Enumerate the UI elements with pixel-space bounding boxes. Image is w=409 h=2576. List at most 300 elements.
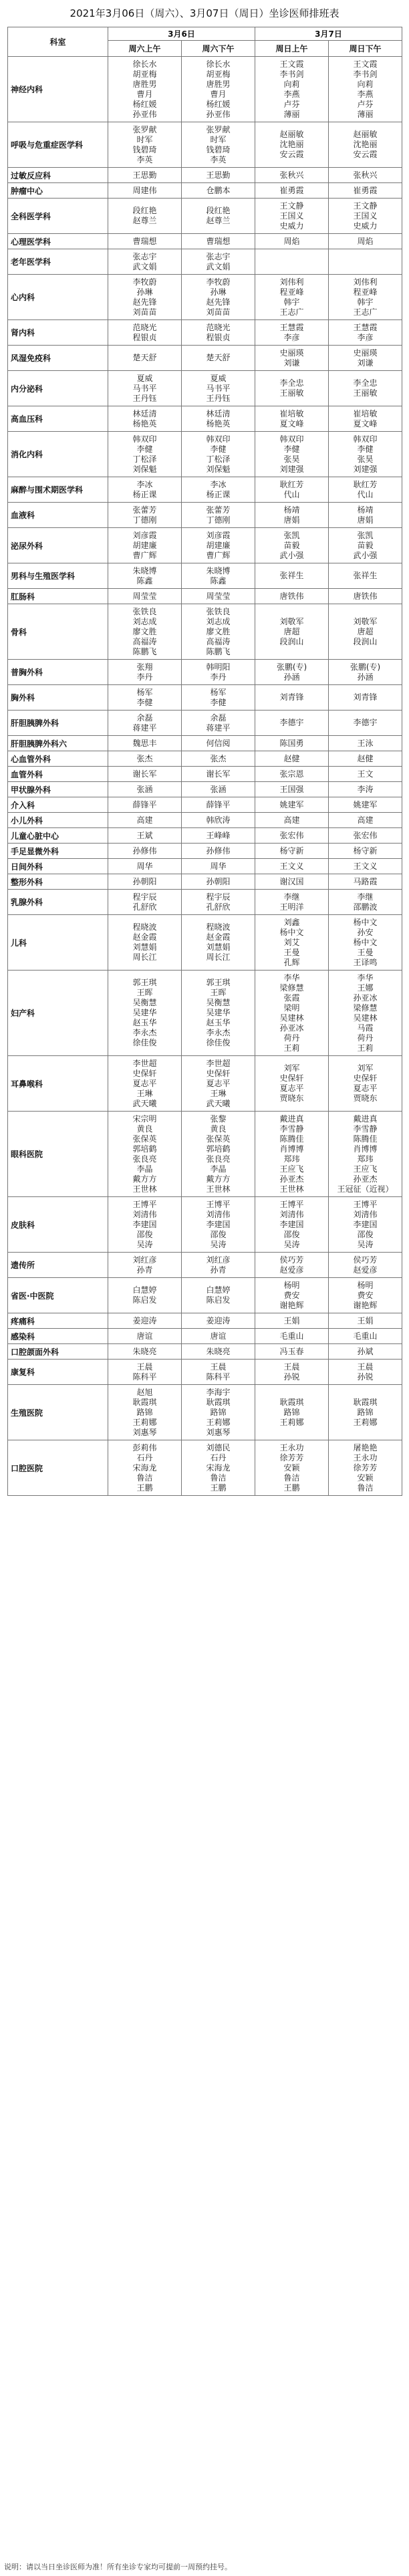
doctor-name: 陈科平 [132,1372,157,1382]
doctor-name: 王丹钰 [206,393,231,403]
doctor-name: 梁修慧 [279,983,304,993]
doctor-name: 路锦 [136,1407,153,1417]
schedule-row [8,57,402,122]
doctor-name: 王国强 [279,784,304,794]
dept-name: 胸外科 [8,685,108,711]
doctor-name: 李英 [210,154,227,164]
doctor-name: 谢汉国 [279,876,304,886]
dept-name: 儿科 [8,915,108,971]
doctor-name: 徐长水 [132,59,157,69]
doctor-name: 陈启发 [206,1295,231,1305]
doctor-cell [182,1344,255,1360]
doctor-name: 李丹 [136,672,153,682]
schedule-body [8,57,402,1496]
dept-name: 全科医学科 [8,199,108,234]
doctor-name: 王莉娜 [353,1417,378,1427]
doctor-name: 王娟 [357,1315,374,1325]
doctor-name: 唐谊 [136,1331,153,1341]
doctor-name: 孙亚冰 [279,1023,304,1033]
doctor-cell [108,660,182,685]
doctor-cell [182,1278,255,1313]
doctor-cell [108,371,182,406]
doctor-name: 李健 [210,697,227,707]
doctor-name: 杨红媛 [132,99,157,109]
schedule-row [8,1360,402,1385]
doctor-name: 邵俊 [210,1229,227,1239]
doctor-cell [108,685,182,711]
doctor-name: 鲁洁 [357,1483,374,1493]
doctor-name: 仓鹏本 [206,185,231,195]
doctor-name: 夏文峰 [353,418,378,428]
doctor-name: 武小强 [279,550,304,560]
doctor-cell [329,1385,402,1440]
doctor-name: 安颖 [283,1462,300,1472]
doctor-cell [255,346,329,371]
doctor-cell [108,183,182,199]
doctor-cell [182,371,255,406]
doctor-name: 高建 [283,815,300,825]
doctor-cell [255,1253,329,1278]
doctor-name: 王峰峰 [206,830,231,840]
schedule-row [8,406,402,432]
schedule-row [8,1112,402,1197]
doctor-name: 李健 [136,444,153,454]
doctor-name: 刘建强 [279,464,304,474]
schedule-row [8,183,402,199]
doctor-name: 王泳 [357,738,374,748]
doctor-name: 朱晓博 [132,565,157,575]
doctor-name: 张黎 [210,1114,227,1124]
doctor-name: 鲁洁 [283,1472,300,1483]
doctor-name: 王晖 [210,988,227,997]
doctor-name: 楚天舒 [132,353,157,362]
doctor-name: 范晓光 [132,322,157,332]
doctor-cell [108,168,182,183]
doctor-cell [182,503,255,528]
day2-header: 3月7日 [255,27,402,41]
doctor-name: 毛重山 [279,1331,304,1341]
doctor-name: 安颖 [357,1472,374,1483]
doctor-name: 白慧婷 [206,1285,231,1295]
doctor-name: 张罗献 [206,124,231,134]
doctor-name: 张鹏(专) [276,662,307,672]
dept-name: 泌尿外科 [8,528,108,563]
schedule-row [8,844,402,859]
doctor-name: 李全忠 [353,378,378,388]
doctor-name: 苗毅 [357,540,374,550]
doctor-name: 武天曦 [206,1098,231,1108]
schedule-row [8,711,402,736]
doctor-cell [182,1056,255,1112]
doctor-name: 赵爱彦 [353,1265,378,1275]
doctor-name: 王文 [357,769,374,779]
doctor-name: 沈艳丽 [279,140,304,149]
doctor-name: 李燕 [283,89,300,99]
doctor-name: 程宇辰 [132,892,157,902]
doctor-name: 张宏伟 [353,830,378,840]
doctor-name: 王琳 [136,1088,153,1098]
doctor-cell [255,183,329,199]
doctor-name: 李建国 [279,1219,304,1229]
doctor-name: 姚建军 [353,799,378,809]
schedule-row [8,1253,402,1278]
doctor-cell [108,122,182,168]
doctor-cell [108,813,182,828]
doctor-name: 赵金霞 [132,932,157,942]
doctor-name: 周焰 [357,236,374,246]
doctor-name: 李燕 [357,89,374,99]
doctor-name: 毛重山 [353,1331,378,1341]
doctor-name: 李健 [357,444,374,454]
doctor-cell [255,275,329,320]
schedule-row [8,122,402,168]
doctor-name: 徐佳俊 [206,1038,231,1047]
dept-name: 血液科 [8,503,108,528]
doctor-name: 王莉娜 [279,1417,304,1427]
dept-name: 整形外科 [8,874,108,890]
doctor-name: 鲁洁 [136,1472,153,1483]
doctor-name: 赵旭 [136,1387,153,1397]
doctor-name: 丁德刚 [132,515,157,525]
doctor-cell [108,797,182,813]
doctor-name: 韩宇 [283,297,300,307]
doctor-name: 姜迎涛 [206,1315,231,1325]
schedule-row [8,1344,402,1360]
doctor-name: 孙亚杰 [279,1174,304,1184]
doctor-name: 周长江 [206,952,231,962]
doctor-cell [108,859,182,874]
doctor-name: 唐超 [283,626,300,636]
doctor-name: 王应飞 [279,1164,304,1174]
doctor-name: 丁松泽 [206,454,231,464]
dept-name: 妇产科 [8,971,108,1056]
doctor-name: 曹广辉 [206,550,231,560]
dept-name: 省医·中医院 [8,1278,108,1313]
dept-name: 消化内科 [8,432,108,477]
doctor-name: 程晓波 [206,922,231,932]
doctor-name: 王明洋 [279,902,304,912]
doctor-name: 孙青 [136,1265,153,1275]
doctor-name: 邵俊 [357,1229,374,1239]
schedule-row [8,782,402,797]
doctor-cell [255,859,329,874]
doctor-name: 王博平 [206,1199,231,1209]
doctor-name: 李全忠 [279,378,304,388]
doctor-name: 夏威 [210,373,227,383]
doctor-name: 张宗恩 [279,769,304,779]
doctor-name: 张保英 [206,1134,231,1144]
doctor-name: 张涵 [136,784,153,794]
doctor-name: 曹月 [210,89,227,99]
schedule-row [8,563,402,589]
doctor-cell [108,751,182,767]
doctor-name: 刘青锋 [279,692,304,702]
doctor-name: 谢艳辉 [279,1300,304,1310]
doctor-name: 杨靖 [283,505,300,515]
schedule-row [8,320,402,346]
doctor-name: 史丽瑛 [279,348,304,358]
doctor-name: 吴建林 [279,1013,304,1023]
doctor-cell [182,1112,255,1197]
day1-header: 3月6日 [108,27,255,41]
doctor-cell [329,604,402,660]
doctor-cell [329,874,402,890]
doctor-name: 王曼 [283,947,300,957]
doctor-name: 李彦 [283,332,300,342]
doctor-cell [329,782,402,797]
doctor-cell [108,275,182,320]
dept-name: 生殖医院 [8,1385,108,1440]
doctor-cell [182,528,255,563]
doctor-cell [108,1329,182,1344]
doctor-name: 陈腾佳 [353,1134,378,1144]
doctor-cell [182,736,255,751]
doctor-cell [182,711,255,736]
schedule-row [8,828,402,844]
doctor-cell [255,604,329,660]
doctor-name: 高建 [357,815,374,825]
doctor-name: 周华 [210,861,227,871]
doctor-cell [182,275,255,320]
doctor-name: 路锦 [357,1407,374,1417]
schedule-row [8,503,402,528]
doctor-name: 孙琳 [136,287,153,297]
doctor-cell [329,432,402,477]
doctor-name: 史保轩 [206,1068,231,1078]
doctor-name: 李世超 [132,1058,157,1068]
doctor-name: 王世林 [132,1184,157,1194]
schedule-row [8,767,402,782]
slot-header: 周六上午 [108,41,182,57]
doctor-name: 李丹 [210,672,227,682]
doctor-name: 崔勇霞 [353,185,378,195]
doctor-name: 肖博博 [279,1144,304,1154]
doctor-name: 郭培鹤 [132,1144,157,1154]
doctor-name: 孙涵 [357,672,374,682]
doctor-name: 朱晓亮 [132,1346,157,1356]
doctor-name: 段红艳 [132,206,157,215]
doctor-name: 刘保魁 [206,464,231,474]
doctor-cell [329,711,402,736]
schedule-row [8,1278,402,1313]
doctor-name: 郑玮 [283,1154,300,1164]
doctor-name: 宋宗明 [132,1114,157,1124]
doctor-cell [108,1278,182,1313]
doctor-name: 唐胜男 [132,79,157,89]
doctor-cell [182,797,255,813]
doctor-name: 崔培敏 [279,408,304,418]
doctor-name: 王永功 [279,1442,304,1452]
doctor-name: 赵先锋 [206,297,231,307]
schedule-row [8,890,402,915]
schedule-row [8,589,402,604]
doctor-name: 孔舒欣 [132,902,157,912]
doctor-name: 郭王琪 [206,978,231,987]
doctor-cell [182,1360,255,1385]
doctor-name: 陈国勇 [279,738,304,748]
doctor-name: 周焰 [283,236,300,246]
doctor-name: 刘惠琴 [132,1427,157,1437]
doctor-name: 张凯 [357,530,374,540]
doctor-name: 刘清伟 [353,1209,378,1219]
doctor-name: 赵丽敏 [279,130,304,139]
doctor-cell [108,199,182,234]
dept-name: 口腔医院 [8,1440,108,1496]
dept-name: 骨科 [8,604,108,660]
doctor-name: 吴建华 [206,1008,231,1017]
doctor-name: 李涛 [357,784,374,794]
doctor-name: 程宇辰 [206,892,231,902]
doctor-name: 陈鑫 [136,575,153,586]
doctor-name: 张铁良 [206,606,231,616]
doctor-name: 杨靖 [357,505,374,515]
doctor-name: 周莹莹 [132,591,157,601]
doctor-cell [255,563,329,589]
doctor-name: 吴涛 [210,1239,227,1249]
schedule-row [8,685,402,711]
doctor-name: 余磊 [210,713,227,723]
doctor-name: 唐娟 [283,515,300,525]
doctor-name: 张良亮 [206,1154,231,1164]
doctor-name: 王文霞 [353,59,378,69]
doctor-cell [182,199,255,234]
doctor-name: 杨红媛 [206,99,231,109]
dept-name: 疼痛科 [8,1313,108,1329]
dept-name: 血管外科 [8,767,108,782]
doctor-name: 王晖 [136,988,153,997]
doctor-name: 王丽敏 [279,388,304,398]
doctor-cell [329,915,402,971]
doctor-name: 李建国 [353,1219,378,1229]
doctor-name: 刘彦霞 [206,530,231,540]
doctor-name: 杨明 [283,1280,300,1290]
doctor-name: 王思勤 [206,170,231,180]
doctor-name: 程亚峰 [353,287,378,297]
doctor-name: 王志广 [279,307,304,317]
doctor-name: 赵丽敏 [353,130,378,139]
doctor-name: 蒋建平 [206,723,231,733]
doctor-cell [329,1056,402,1112]
doctor-cell [108,971,182,1056]
doctor-name: 刘军 [283,1063,300,1073]
doctor-name: 薛锋平 [132,799,157,809]
doctor-cell [329,1197,402,1253]
slot-header: 周日上午 [255,41,329,57]
doctor-cell [182,563,255,589]
doctor-name: 代山 [283,489,300,499]
dept-name: 乳腺外科 [8,890,108,915]
doctor-name: 王文静 [353,201,378,211]
doctor-cell [329,685,402,711]
doctor-cell [255,1313,329,1329]
doctor-name: 赵健 [283,753,300,763]
doctor-cell [108,915,182,971]
doctor-cell [255,711,329,736]
doctor-name: 王慧霞 [353,322,378,332]
doctor-cell [255,1056,329,1112]
doctor-name: 屠艳艳 [353,1442,378,1452]
dept-name: 心内科 [8,275,108,320]
doctor-name: 胡建廉 [206,540,231,550]
doctor-cell [108,249,182,275]
doctor-cell [329,1344,402,1360]
schedule-row [8,1329,402,1344]
doctor-name: 夏威 [136,373,153,383]
schedule-row [8,346,402,371]
schedule-row [8,751,402,767]
doctor-cell [255,1344,329,1360]
doctor-name: 曹月 [136,89,153,99]
doctor-name: 卢芬 [357,99,374,109]
doctor-name: 崔培敏 [353,408,378,418]
doctor-cell [255,122,329,168]
doctor-cell [255,503,329,528]
doctor-name: 王应飞 [353,1164,378,1174]
doctor-cell [108,1253,182,1278]
doctor-name: 吴衡慧 [132,998,157,1007]
doctor-name: 刘青锋 [353,692,378,702]
doctor-name: 王文霞 [279,59,304,69]
doctor-name: 刘敬军 [279,616,304,626]
doctor-cell [255,782,329,797]
dept-name: 麻醉与围术期医学科 [8,477,108,503]
doctor-name: 高建 [136,815,153,825]
doctor-name: 王译鸣 [353,957,378,967]
doctor-name: 戴方方 [132,1174,157,1184]
doctor-name: 薄丽 [283,109,300,119]
doctor-cell [329,1278,402,1313]
doctor-cell [108,563,182,589]
dept-name: 耳鼻喉科 [8,1056,108,1112]
schedule-row [8,736,402,751]
doctor-cell [182,168,255,183]
doctor-cell [255,828,329,844]
doctor-cell [255,971,329,1056]
doctor-name: 武天曦 [132,1098,157,1108]
dept-name: 高血压科 [8,406,108,432]
doctor-name: 王冠征（近视） [337,1184,394,1194]
doctor-name: 廖文胜 [132,626,157,636]
schedule-table [7,27,402,1496]
doctor-cell [182,1440,255,1496]
doctor-name: 杨正课 [132,489,157,499]
doctor-name: 王鹏 [283,1483,300,1493]
doctor-cell [182,477,255,503]
doctor-name: 赵玉华 [132,1018,157,1027]
doctor-cell [255,1385,329,1440]
doctor-cell [255,685,329,711]
doctor-name: 路锦 [210,1407,227,1417]
doctor-name: 王文义 [353,861,378,871]
doctor-name: 马路霞 [353,876,378,886]
doctor-name: 吴涛 [136,1239,153,1249]
schedule-row [8,874,402,890]
doctor-name: 周长江 [132,952,157,962]
doctor-name: 史威力 [279,221,304,231]
doctor-name: 路锦 [283,1407,300,1417]
doctor-name: 杨军 [136,687,153,697]
doctor-cell [255,477,329,503]
doctor-cell [108,890,182,915]
schedule-row [8,249,402,275]
schedule-row [8,813,402,828]
doctor-name: 王娜 [357,983,374,993]
doctor-name: 张杰 [210,753,227,763]
doctor-name: 李雪静 [279,1124,304,1134]
doctor-cell [329,1360,402,1385]
doctor-name: 向莉 [357,79,374,89]
doctor-name: 陈鹏飞 [132,646,157,656]
